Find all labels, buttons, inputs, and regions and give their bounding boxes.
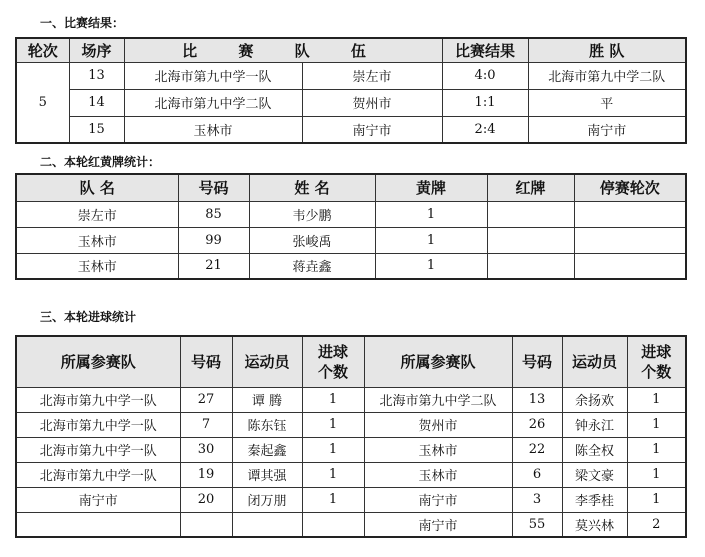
right-number: 26	[512, 412, 562, 437]
table-row	[16, 253, 686, 279]
right-number: 55	[512, 512, 562, 537]
match-results-table	[15, 37, 687, 144]
right-player: 余扬欢	[562, 387, 627, 412]
left-player: 闭万朋	[232, 487, 302, 512]
red-count	[487, 253, 574, 279]
team: 崇左市	[16, 201, 178, 227]
match-no: 15	[69, 116, 124, 143]
table-row	[16, 412, 686, 437]
team-b: 崇左市	[302, 62, 442, 89]
header-left-goals-line1: 进球	[317, 342, 348, 361]
right-player: 莫兴林	[562, 512, 627, 537]
header-winner: 胜 队	[528, 38, 686, 62]
right-team: 北海市第九中学二队	[364, 387, 512, 412]
table-row	[16, 89, 686, 116]
left-team: 南宁市	[16, 487, 180, 512]
left-number: 7	[180, 412, 232, 437]
player-name: 韦少鹏	[249, 201, 375, 227]
right-goals: 1	[627, 412, 686, 437]
left-number: 30	[180, 437, 232, 462]
header-teams: 比 赛 队 伍	[124, 38, 442, 62]
left-goals: 1	[302, 462, 364, 487]
header-team: 队 名	[16, 174, 178, 201]
goals-table	[15, 335, 687, 538]
right-goals: 1	[627, 387, 686, 412]
right-team: 南宁市	[364, 512, 512, 537]
table-row	[16, 487, 686, 512]
header-left-team: 所属参赛队	[16, 336, 180, 387]
cards-table	[15, 173, 687, 280]
left-goals: 1	[302, 387, 364, 412]
table-header-row	[16, 336, 686, 387]
left-goals: 1	[302, 487, 364, 512]
header-left-player: 运动员	[232, 336, 302, 387]
team-b: 贺州市	[302, 89, 442, 116]
right-goals: 1	[627, 437, 686, 462]
left-number	[180, 512, 232, 537]
right-goals: 1	[627, 487, 686, 512]
header-score: 比赛结果	[442, 38, 528, 62]
match-no: 14	[69, 89, 124, 116]
left-number: 19	[180, 462, 232, 487]
left-team: 北海市第九中学一队	[16, 462, 180, 487]
yellow-count: 1	[375, 253, 487, 279]
left-player: 陈东钰	[232, 412, 302, 437]
player-name: 蒋垚鑫	[249, 253, 375, 279]
header-round: 轮次	[16, 38, 69, 62]
table-header-row	[16, 38, 686, 62]
section-title-goals: 三、本轮进球统计	[40, 310, 137, 324]
header-left-goals	[302, 336, 364, 387]
yellow-count: 1	[375, 201, 487, 227]
header-right-player: 运动员	[562, 336, 627, 387]
player-name: 张峻禹	[249, 227, 375, 253]
header-red: 红牌	[487, 174, 574, 201]
header-suspension: 停赛轮次	[574, 174, 686, 201]
right-player: 梁文豪	[562, 462, 627, 487]
right-player: 陈全权	[562, 437, 627, 462]
header-right-team: 所属参赛队	[364, 336, 512, 387]
round-cell: 5	[16, 62, 69, 143]
right-team: 南宁市	[364, 487, 512, 512]
score: 1:1	[442, 89, 528, 116]
team: 玉林市	[16, 227, 178, 253]
suspension	[574, 227, 686, 253]
table-row	[16, 227, 686, 253]
team-a: 北海市第九中学二队	[124, 89, 302, 116]
header-name: 姓 名	[249, 174, 375, 201]
table-header-row	[16, 174, 686, 201]
table-row	[16, 116, 686, 143]
header-left-number: 号码	[180, 336, 232, 387]
number: 21	[178, 253, 249, 279]
right-goals: 2	[627, 512, 686, 537]
right-team: 贺州市	[364, 412, 512, 437]
team-a: 玉林市	[124, 116, 302, 143]
winner: 北海市第九中学二队	[528, 62, 686, 89]
header-left-goals-line2: 个数	[317, 362, 348, 381]
header-match-no: 场序	[69, 38, 124, 62]
left-goals	[302, 512, 364, 537]
left-player	[232, 512, 302, 537]
right-player: 李季桂	[562, 487, 627, 512]
yellow-count: 1	[375, 227, 487, 253]
header-right-goals-line1: 进球	[641, 342, 672, 361]
number: 85	[178, 201, 249, 227]
left-team	[16, 512, 180, 537]
team-a: 北海市第九中学一队	[124, 62, 302, 89]
right-number: 13	[512, 387, 562, 412]
left-number: 27	[180, 387, 232, 412]
right-number: 3	[512, 487, 562, 512]
red-count	[487, 201, 574, 227]
header-right-number: 号码	[512, 336, 562, 387]
left-team: 北海市第九中学一队	[16, 437, 180, 462]
table-row	[16, 387, 686, 412]
team: 玉林市	[16, 253, 178, 279]
left-player: 秦起鑫	[232, 437, 302, 462]
red-count	[487, 227, 574, 253]
table-row	[16, 512, 686, 537]
header-right-goals-line2: 个数	[641, 362, 672, 381]
header-yellow: 黄牌	[375, 174, 487, 201]
score: 2:4	[442, 116, 528, 143]
left-team: 北海市第九中学一队	[16, 387, 180, 412]
suspension	[574, 253, 686, 279]
left-player: 谭其强	[232, 462, 302, 487]
right-number: 22	[512, 437, 562, 462]
left-number: 20	[180, 487, 232, 512]
header-number: 号码	[178, 174, 249, 201]
left-goals: 1	[302, 437, 364, 462]
table-row	[16, 462, 686, 487]
winner: 南宁市	[528, 116, 686, 143]
table-row	[16, 437, 686, 462]
number: 99	[178, 227, 249, 253]
score: 4:0	[442, 62, 528, 89]
left-goals: 1	[302, 412, 364, 437]
winner: 平	[528, 89, 686, 116]
suspension	[574, 201, 686, 227]
table-row	[16, 201, 686, 227]
left-player: 谭 腾	[232, 387, 302, 412]
section-title-results: 一、比赛结果：	[40, 16, 125, 30]
right-team: 玉林市	[364, 462, 512, 487]
right-goals: 1	[627, 462, 686, 487]
section-title-cards: 二、本轮红黄牌统计：	[40, 155, 161, 169]
team-b: 南宁市	[302, 116, 442, 143]
right-number: 6	[512, 462, 562, 487]
header-right-goals	[627, 336, 686, 387]
right-player: 钟永江	[562, 412, 627, 437]
table-row	[16, 62, 686, 89]
match-no: 13	[69, 62, 124, 89]
left-team: 北海市第九中学一队	[16, 412, 180, 437]
right-team: 玉林市	[364, 437, 512, 462]
